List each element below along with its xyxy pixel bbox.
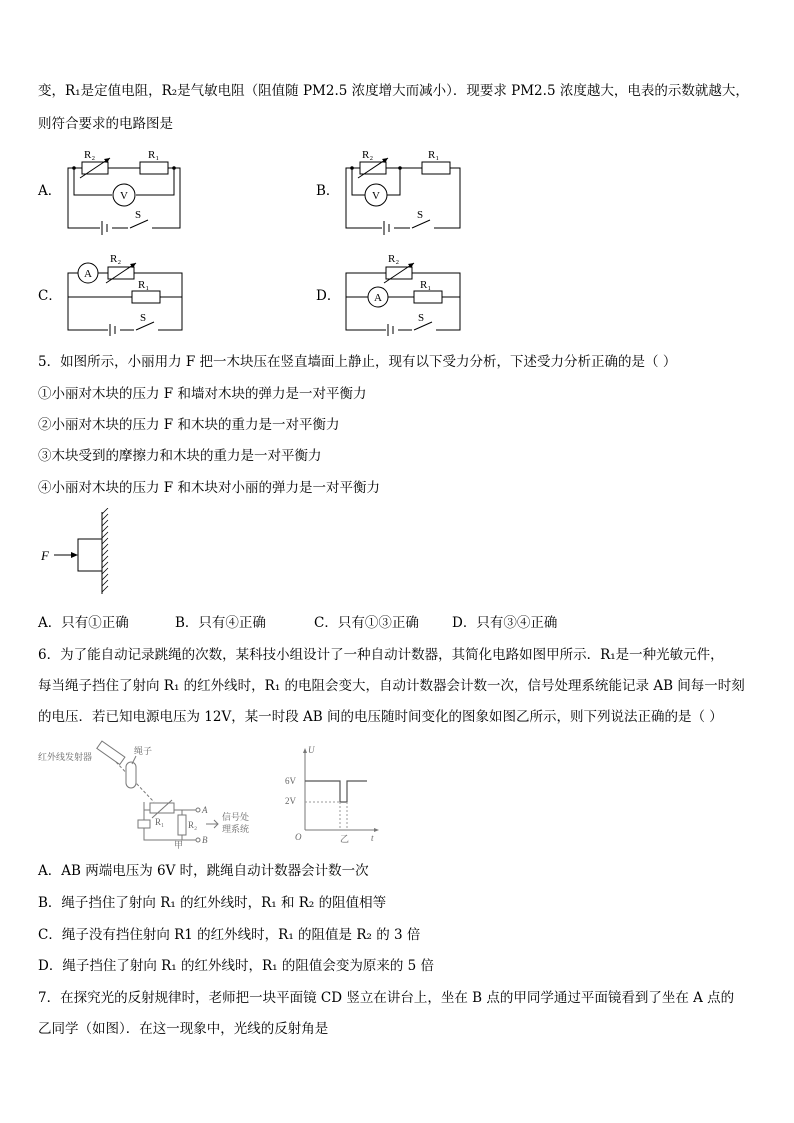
q6-line-3: 的电压．若已知电源电压为 12V，某一时段 AB 间的电压随时间变化的图象如图乙所示，则下列说法正确的是（ ） (38, 709, 723, 725)
q6-option-b: B．绳子挡住了射向 R₁ 的红外线时，R₁ 和 R₂ 的阻值相等 (38, 895, 387, 911)
q6-line-1: 6．为了能自动记录跳绳的次数，某科技小组设计了一种自动计数器，其简化电路如图甲所示．R₁是一种光敏元件， (38, 647, 724, 663)
circuit-c-diagram (60, 245, 190, 337)
point-a-label: A (202, 805, 208, 815)
q5-answer-b: B．只有④正确 (175, 615, 266, 631)
q5-answer-a: A．只有①正确 (38, 615, 129, 631)
q5-item-1: ①小丽对木块的压力 F 和墙对木块的弹力是一对平衡力 (38, 386, 367, 402)
v6-label: 6V (285, 776, 296, 786)
switch-d-label: S (418, 312, 425, 324)
emitter-label: 红外线发射器 (38, 752, 93, 762)
r2-c-label: R₂ (110, 253, 122, 265)
switch-c-label: S (140, 312, 147, 324)
voltmeter-b-label: V (372, 190, 380, 202)
q4-option-c-label: C． (38, 288, 62, 304)
r2-label: R₂ (84, 149, 96, 161)
q5-item-2: ②小丽对木块的压力 F 和木块的重力是一对平衡力 (38, 417, 340, 433)
r1-sensor (150, 803, 174, 813)
q5-stem: 5．如图所示，小丽用力 F 把一木块压在竖直墙面上静止，现有以下受力分析，下述受力分析正确的是（ ） (38, 354, 677, 370)
r2-b-label: R₂ (362, 149, 374, 161)
circuit-b-diagram (338, 140, 468, 235)
ammeter-c-label: A (84, 268, 92, 280)
q6-option-a: A．AB 两端电压为 6V 时，跳绳自动计数器会计数一次 (38, 863, 369, 879)
signal-label-1: 信号处 (222, 812, 250, 822)
q4-option-a-label: A． (38, 183, 62, 199)
figure-jia-circuit (38, 740, 268, 850)
q5-answer-row (38, 614, 557, 632)
q6-line-2: 每当绳子挡住了射向 R₁ 的红外线时，R₁ 的电阻会变大，自动计数器会计数一次，信号处理系统能记录 AB 间每一时刻 (38, 678, 745, 694)
force-f-label: F (41, 548, 49, 563)
ammeter-d-label: A (374, 292, 382, 304)
voltage-trace (305, 781, 367, 802)
r2-resistor-fig (178, 815, 186, 835)
jia-caption: 甲 (174, 840, 184, 850)
origin-label: O (295, 832, 302, 842)
q7-line-2: 乙同学（如图）．在这一现象中，光线的反射角是 (38, 1021, 329, 1037)
switch-label: S (135, 209, 142, 221)
q4-line-2: 则符合要求的电路图是 (38, 116, 173, 132)
signal-label-2: 理系统 (222, 824, 250, 834)
r1-fig-label: R₁ (155, 817, 165, 827)
r1-c-label: R₁ (138, 279, 150, 291)
circuit-d-diagram (338, 245, 468, 337)
q4-line-1: 变，R₁是定值电阻，R₂是气敏电阻（阻值随 PM2.5 浓度增大而减小）．现要求 PM2.5 浓度越大，电表的示数就越大， (38, 83, 749, 99)
yi-caption: 乙 (340, 834, 350, 844)
voltmeter-label: V (120, 190, 128, 202)
r1-label: R₁ (148, 149, 160, 161)
block-wall-figure (38, 508, 128, 598)
q5-item-4: ④小丽对木块的压力 F 和木块对小丽的弹力是一对平衡力 (38, 480, 380, 496)
figure-yi-graph (285, 745, 385, 845)
r2-fig-label: R₂ (188, 820, 198, 830)
q6-option-c: C．绳子没有挡住射向 R1 的红外线时，R₁ 的阻值是 R₂ 的 3 倍 (38, 927, 421, 943)
q4-option-d-label: D． (316, 288, 341, 304)
v2-label: 2V (285, 796, 296, 806)
r1-resistor (140, 162, 168, 174)
r2-d-label: R₂ (388, 253, 400, 265)
q6-option-d: D．绳子挡住了射向 R₁ 的红外线时，R₁ 的阻值会变为原来的 5 倍 (38, 958, 435, 974)
circuit-a-diagram (60, 140, 190, 235)
wood-block (78, 539, 102, 571)
rope (126, 762, 136, 788)
q5-item-3: ③木块受到的摩擦力和木块的重力是一对平衡力 (38, 448, 322, 464)
u-axis-label: U (308, 745, 315, 755)
r1-b-label: R₁ (428, 149, 440, 161)
q4-option-b-label: B． (316, 183, 340, 199)
switch-b-label: S (417, 209, 424, 221)
point-b-label: B (202, 835, 208, 845)
r1-d-label: R₁ (420, 279, 432, 291)
q5-answer-c: C．只有①③正确 (314, 615, 419, 631)
t-axis-label: t (371, 833, 374, 843)
rope-label: 绳子 (134, 746, 153, 756)
q7-line-1: 7．在探究光的反射规律时，老师把一块平面镜 CD 竖立在讲台上，坐在 B 点的甲同学通过平面镜看到了坐在 A 点的 (38, 990, 735, 1006)
q5-answer-d: D．只有③④正确 (452, 615, 558, 631)
